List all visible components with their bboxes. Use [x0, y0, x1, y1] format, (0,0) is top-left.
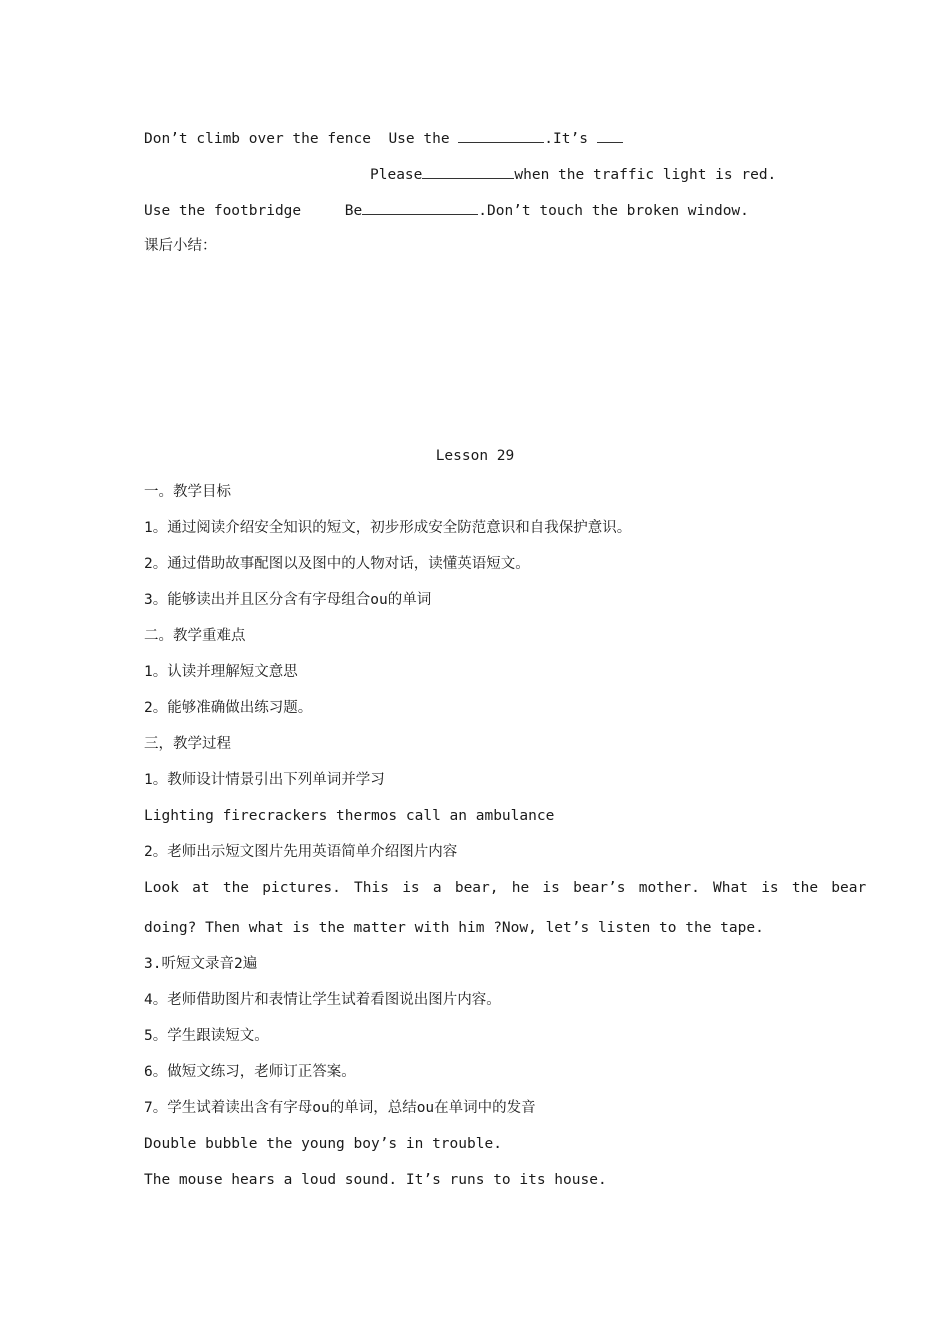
answer-blank	[422, 164, 514, 179]
exercise-row-3	[144, 200, 749, 221]
process-step-4: 4。老师借助图片和表情让学生试着看图说出图片内容。	[144, 992, 501, 1008]
exercise-prompt-be: Be	[344, 203, 363, 219]
exercise-row-1	[144, 128, 623, 149]
answer-blank	[597, 128, 623, 143]
process-step-1: 1。教师设计情景引出下列单词并学习	[144, 772, 385, 788]
goal-item: 2。通过借助故事配图以及图中的人物对话，读懂英语短文。	[144, 556, 530, 572]
process-step-7: 7。学生试着读出含有字母ou的单词，总结ou在单词中的发音	[144, 1100, 536, 1116]
key-point-item: 2。能够准确做出练习题。	[144, 700, 313, 716]
section-heading-key-points: 二。教学重难点	[144, 628, 246, 644]
exercise-prompt-its: .It’s	[544, 131, 597, 147]
process-step-2: 2。老师出示短文图片先用英语简单介绍图片内容	[144, 844, 458, 860]
lesson-title: Lesson 29	[435, 448, 515, 464]
goal-item: 3。能够读出并且区分含有字母组合ou的单词	[144, 592, 432, 608]
exercise-sign-1: Don’t climb over the fence	[144, 131, 371, 147]
intro-text-line-1: Look at the pictures. This is a bear, he is bear’s mother. What is the bear	[144, 880, 867, 896]
exercise-row-2	[370, 164, 776, 185]
process-step-3: 3.听短文录音2遍	[144, 956, 258, 972]
process-step-6: 6。做短文练习，老师订正答案。	[144, 1064, 356, 1080]
process-step-5: 5。学生跟读短文。	[144, 1028, 269, 1044]
summary-label: 课后小结：	[144, 238, 217, 254]
example-sentence-2: The mouse hears a loud sound. It’s runs to its house.	[144, 1172, 607, 1188]
exercise-prompt-use-the: Use the	[388, 131, 459, 147]
example-sentence-1: Double bubble the young boy’s in trouble.	[144, 1136, 502, 1152]
key-point-item: 1。认读并理解短文意思	[144, 664, 298, 680]
goal-item: 1。通过阅读介绍安全知识的短文，初步形成安全防范意识和自我保护意识。	[144, 520, 632, 536]
answer-blank	[362, 200, 478, 215]
exercise-prompt-traffic-light: when the traffic light is red.	[514, 167, 777, 183]
exercise-prompt-please: Please	[370, 167, 423, 183]
intro-text-line-2: doing? Then what is the matter with him ?Now, let’s listen to the tape.	[144, 920, 764, 936]
answer-blank	[458, 128, 544, 143]
vocabulary-words: Lighting firecrackers thermos call an ambulance	[144, 808, 555, 824]
section-heading-process: 三，教学过程	[144, 736, 231, 752]
exercise-sign-window: .Don’t touch the broken window.	[478, 203, 749, 219]
section-heading-goals: 一。教学目标	[144, 484, 231, 500]
exercise-sign-3: Use the footbridge	[144, 203, 302, 219]
